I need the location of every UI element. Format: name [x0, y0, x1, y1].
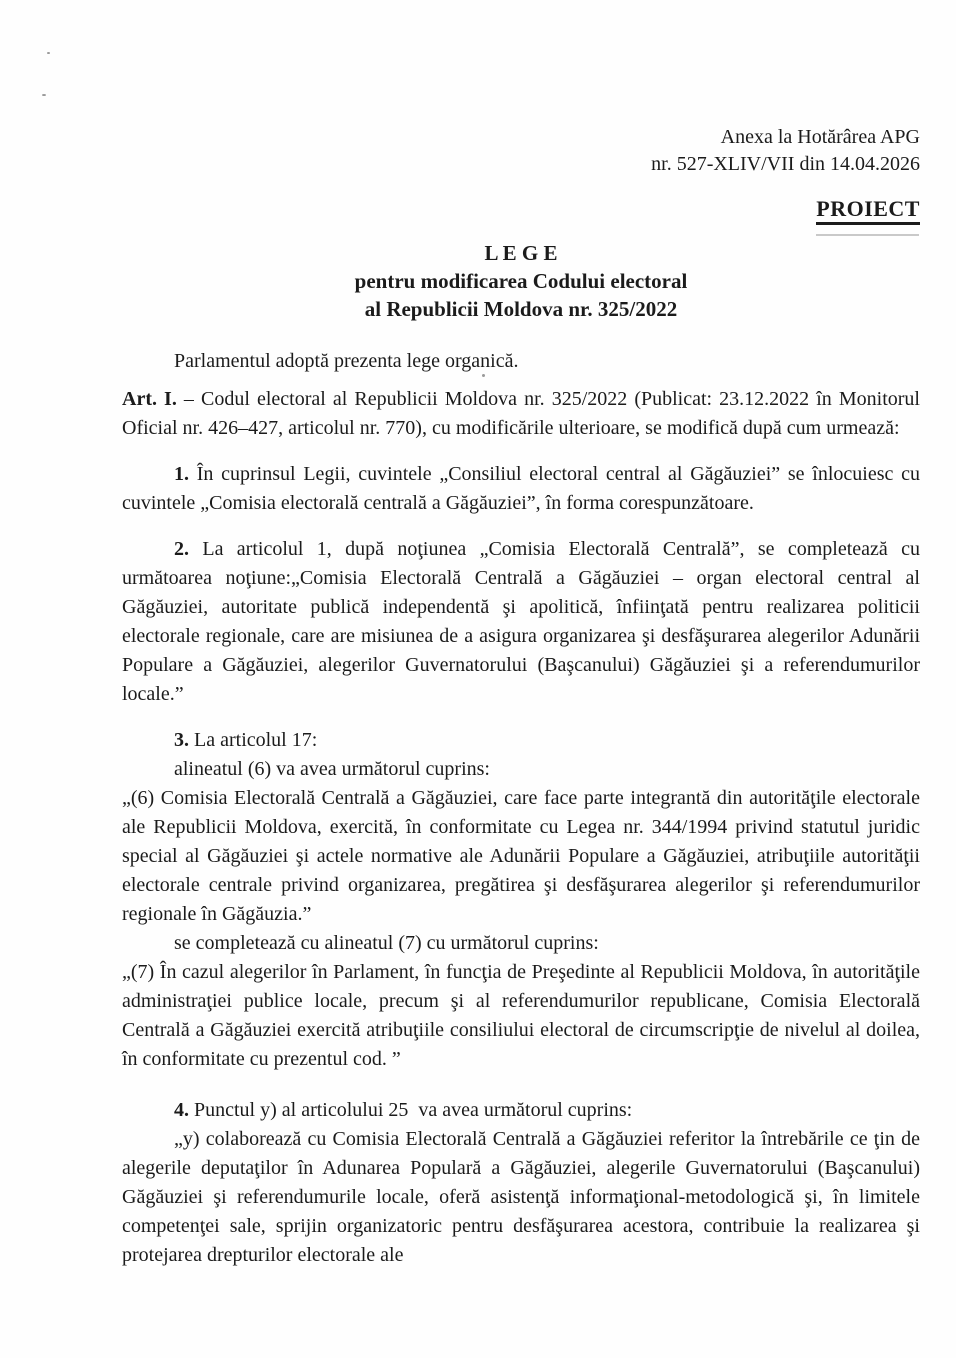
section-3-quote-2: „(7) În cazul alegerilor în Parlament, în funcţia de Preşedinte al Republicii Moldova, în autorităţile administraţiei publice locale, precum şi al referendumurilor republicane, Comisia Electorală Centrală a Găgăuziei exercită atribuţiile consiliului electoral de circumscripţie de nivelul al doilea, în conformitate cu prezentul cod. ”: [122, 961, 920, 1070]
annex-header: [122, 124, 920, 178]
section-2-number: 2.: [174, 538, 189, 560]
article-1-text: – Codul electoral al Republicii Moldova nr. 325/2022 (Publicat: 23.12.2022 în Monitorul Oficial nr. 426–427, articolul nr. 770), cu modificările ulterioare, se modifică după cum urmează:: [122, 388, 920, 439]
section-4-number: 4.: [174, 1099, 189, 1121]
proiect-row: [122, 194, 920, 225]
law-title: [122, 239, 920, 323]
section-3-quote-1: „(6) Comisia Electorală Centrală a Găgăuziei, care face parte integrantă din autorităţile electorale ale Republicii Moldova, exercită, în conformitate cu Legea nr. 344/1994 privind statutul juridic special al Găgăuziei şi actele normative ale Adunării Populare a Găgăuziei, atribuţiile autorităţii electorale centrale privind organizarea, pregătirea şi desfăşurarea alegerilor şi referendumurilor regionale în Găgăuzia.”: [122, 787, 920, 925]
section-4-heading-text: Punctul y) al articolului 25 va avea următorul cuprins:: [189, 1099, 633, 1121]
section-3-heading: [122, 726, 920, 755]
article-1-paragraph: [122, 385, 920, 443]
section-4-heading: [122, 1096, 920, 1125]
scan-ghost-underline: [816, 234, 919, 236]
law-title-line-1: L E G E: [484, 241, 558, 265]
section-1-text: În cuprinsul Legii, cuvintele „Consiliul electoral central al Găgăuziei” se înlocuiesc cu cuvintele „Comisia electorală centrală a Găgăuziei”, în forma corespunzătoare.: [122, 463, 920, 514]
annex-line-2: nr. 527-XLIV/VII din 14.04.2026: [651, 153, 920, 175]
scan-speck: [47, 52, 50, 54]
law-title-line-2: pentru modificarea Codului electoral: [354, 269, 688, 293]
section-3-subline-2: se completează cu alineatul (7) cu următorul cuprins:: [174, 932, 599, 954]
law-title-line-3: al Republicii Moldova nr. 325/2022: [364, 297, 678, 321]
proiect-stamp: PROIECT: [816, 196, 920, 225]
section-1-number: 1.: [174, 463, 189, 485]
section-4: [122, 1096, 920, 1270]
intro-paragraph: Parlamentul adoptă prezenta lege organică.: [174, 350, 519, 372]
section-3-heading-text: La articolul 17:: [189, 729, 318, 751]
section-3-number: 3.: [174, 729, 189, 751]
scan-speck: [42, 94, 46, 96]
annex-line-1: Anexa la Hotărârea APG: [720, 126, 920, 148]
section-3: [122, 726, 920, 1074]
section-4-quote: „y) colaborează cu Comisia Electorală Centrală a Găgăuziei referitor la întrebările ce ţin de alegerile deputaţilor în Adunarea Populară a Găgăuziei, alegerile Guvernatorului (Başcanului) Găgăuziei şi referendumurile locale, oferă asistenţă informaţional-metodologică şi, în limitele competenţei sale, sprijin organizatoric pentru desfăşurarea acestora, contribuie la realizarea şi protejarea drepturilor electorale ale: [122, 1128, 920, 1266]
section-2-paragraph: [122, 535, 920, 709]
scan-speck: [482, 374, 485, 377]
article-1-label: Art. I.: [122, 388, 177, 410]
section-1-paragraph: [122, 460, 920, 518]
section-3-subline-1: alineatul (6) va avea următorul cuprins:: [174, 758, 490, 780]
section-2-text: La articolul 1, după noţiunea „Comisia Electorală Centrală”, se completează cu următoarea noţiune:„Comisia Electorală Centrală a Găgăuziei – organ electoral central al Găgăuziei, autoritate publică independentă şi apolitică, înfiinţată pentru realizarea politicii electorale regionale, care are misiunea de a asigura organizarea şi desfăşurarea alegerilor Adunării Populare a Găgăuziei, alegerilor Guvernatorului (Başcanului) Găgăuziei şi a referendumurilor locale.”: [122, 538, 920, 705]
